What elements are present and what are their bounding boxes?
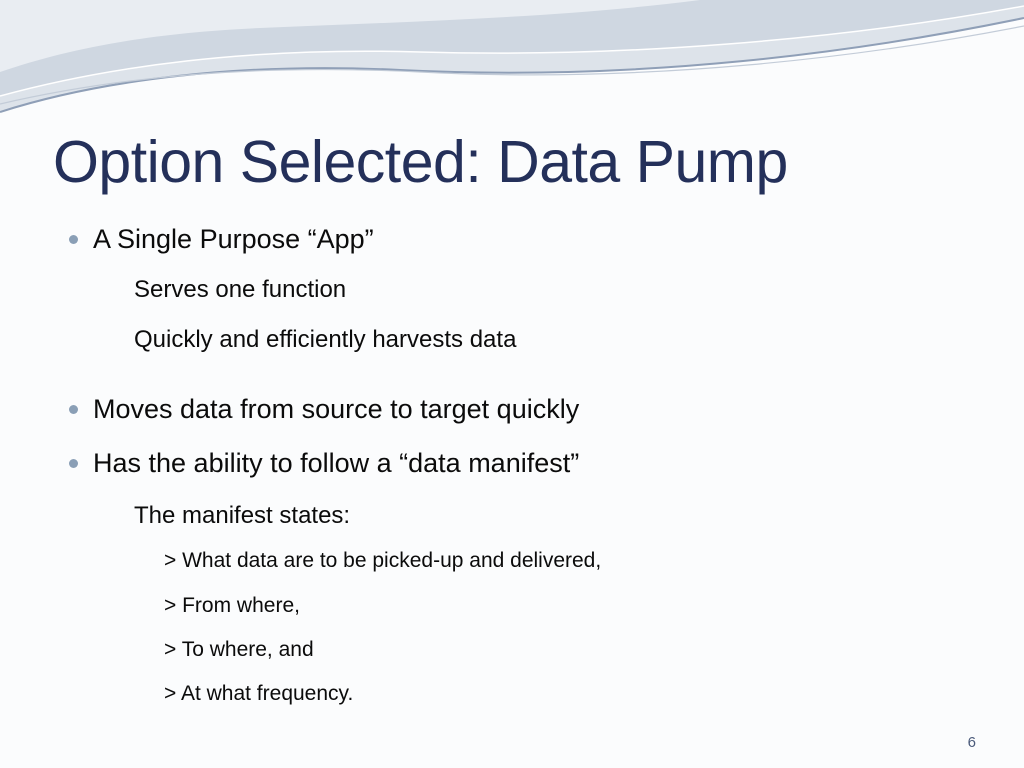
detail-text: > To where, and — [164, 638, 314, 661]
sub-bullet-text: Serves one function — [134, 276, 347, 303]
detail-item — [164, 638, 314, 662]
sub-bullet-text: Quickly and efficiently harvests data — [134, 326, 517, 353]
detail-text: > At what frequency. — [164, 682, 354, 705]
slide-title: Option Selected: Data Pump — [53, 129, 788, 195]
detail-text: > From where, — [164, 594, 300, 617]
detail-item — [164, 594, 300, 618]
sub-bullet-item — [134, 276, 346, 304]
page-number: 6 — [967, 734, 976, 751]
bullet-item — [93, 224, 374, 255]
sub-bullet-item — [134, 326, 516, 354]
bullet-item — [93, 448, 579, 479]
header-swoosh-decoration — [0, 0, 1024, 130]
bullet-dot-icon — [69, 235, 78, 244]
bullet-text: Moves data from source to target quickly — [93, 394, 580, 424]
bullet-dot-icon — [69, 405, 78, 414]
detail-item — [164, 682, 353, 706]
detail-item — [164, 549, 601, 573]
bullet-item — [93, 394, 579, 425]
bullet-text: Has the ability to follow a “data manifest” — [93, 448, 580, 478]
detail-text: > What data are to be picked-up and delivered, — [164, 549, 602, 572]
bullet-text: A Single Purpose “App” — [93, 224, 374, 254]
sub-bullet-item — [134, 502, 350, 530]
sub-bullet-text: The manifest states: — [134, 502, 351, 529]
bullet-dot-icon — [69, 459, 78, 468]
